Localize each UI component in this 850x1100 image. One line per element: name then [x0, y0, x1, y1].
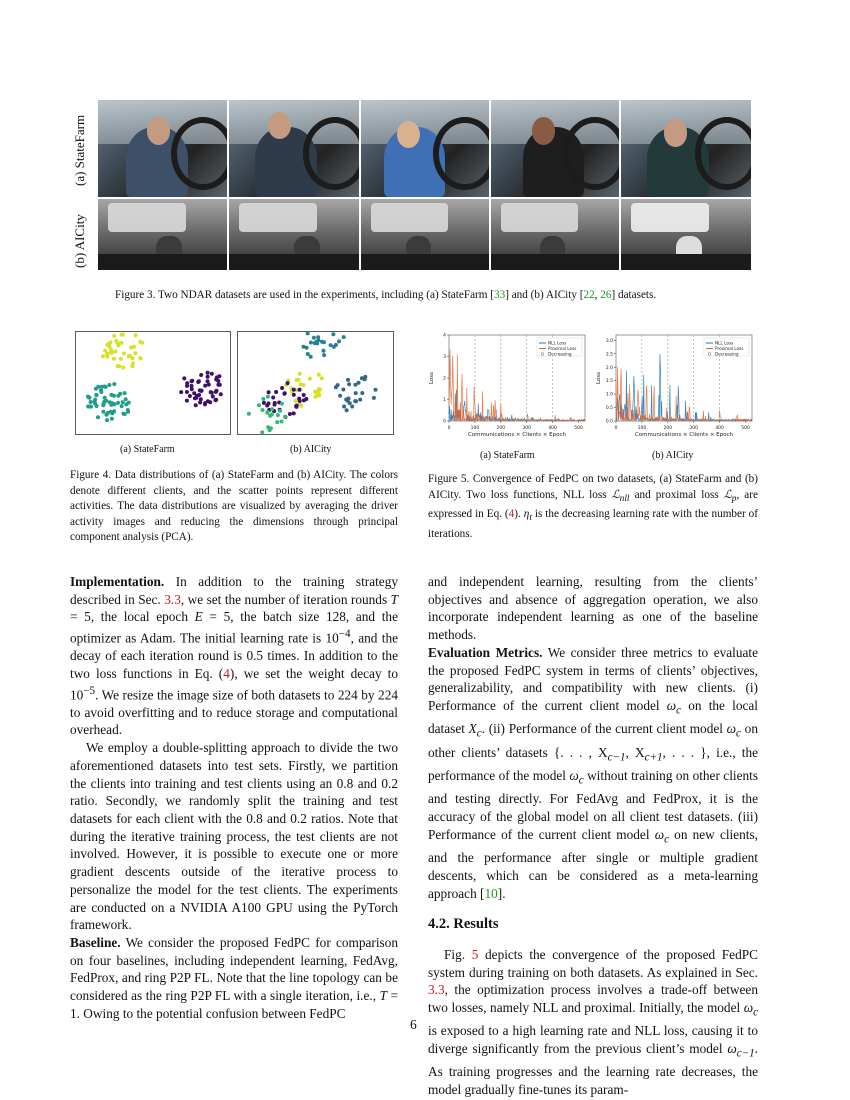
y-tick-label: 4	[443, 333, 446, 339]
aicity-photo-5	[621, 199, 751, 270]
fig4-scatter-aicity	[237, 331, 394, 435]
scatter-point	[274, 390, 278, 394]
scatter-point	[131, 356, 135, 360]
scatter-point	[185, 384, 189, 388]
scatter-point	[374, 388, 378, 392]
scatter-point	[331, 332, 335, 336]
scatter-point	[139, 357, 143, 361]
scatter-point	[190, 379, 194, 383]
scatter-point	[109, 349, 113, 353]
scatter-point	[122, 352, 126, 356]
scatter-point	[188, 394, 192, 398]
scatter-point	[261, 408, 265, 412]
y-tick-label: 1	[443, 398, 446, 403]
y-tick-label: 0	[443, 419, 446, 425]
right-column	[428, 573, 758, 1099]
scatter-point	[182, 376, 186, 380]
scatter-point	[109, 393, 113, 397]
results-paragraph: Fig. 5 depicts the convergence of the proposed FedPC system during training on both datasets. As explained in Sec. 3.3, the optimization process involves a trade-off between two losses, namely NLL and proximal. Initially, the model $\omega_c$ is exposed to a high learning rate and NLL loss, causing it to diverge significantly from the previous client’s model $\omega_{c-1}$. As training progresses and the learning rate decreases, the model gradually fine-tunes its param-	[428, 946, 758, 1098]
statefarm-photo-3	[361, 100, 489, 197]
fig3-row-label-statefarm: (a) StateFarm	[72, 114, 87, 186]
scatter-point	[322, 349, 326, 353]
scatter-point	[346, 399, 350, 403]
scatter-point	[101, 410, 105, 414]
x-tick-label: 200	[663, 426, 673, 431]
ref-sec-3-3-b[interactable]: 3.3	[428, 982, 445, 998]
scatter-point	[320, 376, 324, 380]
aicity-photo-4	[491, 199, 619, 270]
x-tick-label: 100	[470, 426, 480, 431]
x-tick-label: 300	[522, 426, 532, 431]
statefarm-photo-4	[491, 100, 619, 197]
x-axis-label: Communications × Clients × Epoch	[634, 432, 734, 438]
x-axis-label: Communications × Clients × Epoch	[467, 432, 567, 438]
page-number: 6	[410, 1017, 417, 1032]
scatter-point	[105, 418, 109, 422]
implementation-paragraph: Implementation. In addition to the training strategy described in Sec. 3.3, we set the number of iteration rounds T = 5, the local epoch E = 5, the batch size 128, and the optimizer as Adam. The initial learning rate is $10^{-4}$, and the decay of each iteration round is 0.5 times. In addition to the two loss functions in Eq. (4), we set the weight decay to $10^{-5}$. We resize the image size of both datasets to 224 by 224 to avoid overfitting and to reduce storage and computational overhead.	[70, 574, 399, 738]
scatter-point	[315, 340, 319, 344]
scatter-point	[342, 405, 346, 409]
scatter-point	[214, 398, 218, 402]
scatter-point	[197, 379, 201, 383]
scatter-point	[120, 333, 124, 337]
scatter-point	[353, 383, 357, 387]
fig4-caption: Figure 4. Data distributions of (a) StateFarm and (b) AICity. The colors denote different clients, and the scatter points represent different activities. The data distributions are visualized by averaging the driver activity images and reducing the dimensions through principal component analysis (PCA).	[70, 469, 398, 543]
fig5-ref-eq4[interactable]: 4	[508, 508, 515, 521]
scatter-point	[283, 415, 287, 419]
scatter-point	[294, 399, 298, 403]
scatter-point	[354, 391, 358, 395]
scatter-point	[117, 364, 121, 368]
scatter-point	[95, 404, 99, 408]
left-column	[70, 573, 398, 1022]
scatter-point	[217, 374, 221, 378]
scatter-point	[350, 405, 354, 409]
scatter-point	[208, 400, 212, 404]
fig5-sub-b: (b) AICity	[652, 450, 694, 461]
scatter-point	[106, 352, 110, 356]
x-tick-label: 100	[637, 426, 647, 431]
y-tick-label: 2.5	[605, 352, 613, 358]
scatter-point	[96, 415, 100, 419]
scatter-point	[185, 399, 189, 403]
scatter-point	[119, 341, 123, 345]
scatter-point	[317, 394, 321, 398]
scatter-point	[309, 341, 313, 345]
y-tick-label: 0.5	[605, 406, 613, 412]
ref-10[interactable]: 10	[484, 885, 498, 901]
y-tick-label: 0.0	[605, 419, 613, 425]
scatter-point	[360, 391, 364, 395]
scatter-point	[275, 420, 279, 424]
x-tick-label: 0	[614, 426, 618, 431]
statefarm-photo-2	[229, 100, 359, 197]
fig4-sub-b: (b) AICity	[290, 444, 332, 455]
x-tick-label: 400	[548, 426, 557, 431]
ref-eq-4[interactable]: 4	[223, 665, 230, 681]
scatter-point	[295, 404, 299, 408]
scatter-point	[113, 350, 117, 354]
legend-label: Proximal Loss	[548, 346, 577, 351]
scatter-point	[265, 404, 269, 408]
section-heading-results: 4.2. Results	[428, 916, 499, 933]
scatter-point	[292, 411, 296, 415]
scatter-point	[126, 408, 130, 412]
scatter-point	[124, 402, 128, 406]
scatter-point	[210, 391, 214, 395]
scatter-point	[211, 395, 215, 399]
x-tick-label: 300	[689, 426, 699, 431]
fig5-sub-a: (a) StateFarm	[480, 450, 535, 461]
scatter-point	[198, 388, 202, 392]
scatter-point	[134, 333, 138, 337]
scatter-point	[194, 396, 198, 400]
scatter-point	[123, 412, 127, 416]
scatter-point	[110, 417, 114, 421]
fig3-row-label-aicity: (b) AICity	[72, 214, 87, 268]
scatter-point	[215, 389, 219, 393]
scatter-point	[134, 351, 138, 355]
x-tick-label: 500	[741, 426, 750, 431]
scatter-point	[271, 396, 275, 400]
statefarm-photo-5	[621, 100, 751, 197]
scatter-point	[104, 385, 108, 389]
ref-fig-5[interactable]: 5	[471, 946, 479, 962]
scatter-point	[124, 397, 128, 401]
scatter-point	[306, 331, 310, 335]
scatter-point	[203, 401, 207, 405]
scatter-point	[306, 352, 310, 356]
scatter-point	[302, 393, 306, 397]
scatter-point	[127, 355, 131, 359]
aicity-photo-3	[361, 199, 489, 270]
legend-label: NLL Loss	[715, 340, 734, 346]
scatter-point	[342, 335, 346, 339]
scatter-point	[266, 395, 270, 399]
scatter-point	[288, 412, 292, 416]
scatter-point	[103, 396, 107, 400]
scatter-point	[206, 379, 210, 383]
scatter-point	[112, 402, 116, 406]
baseline-paragraph: Baseline. We consider the proposed FedPC for comparison on four baselines, including independent learning, FedAvg, FedProx, and ring P2P FL. Note that the line topology can be considered as the ring P2P FL with a single iteration, i.e., T = 1. Owing to the potential confusion between FedPC	[70, 934, 399, 1021]
scatter-point	[304, 397, 308, 401]
scatter-point	[313, 390, 317, 394]
fig4-sub-a: (a) StateFarm	[120, 444, 175, 455]
x-tick-label: 0	[447, 426, 451, 431]
scatter-point	[119, 357, 123, 361]
scatter-point	[206, 371, 210, 375]
scatter-point	[123, 391, 127, 395]
scatter-point	[216, 379, 220, 383]
x-tick-label: 500	[574, 426, 583, 431]
scatter-point	[305, 346, 309, 350]
scatter-point	[94, 393, 98, 397]
scatter-point	[260, 430, 264, 434]
fig5-loss-chart-aicity	[594, 331, 758, 443]
scatter-point	[312, 336, 316, 340]
scatter-point	[309, 355, 313, 359]
y-tick-label: 1.5	[605, 379, 613, 385]
scatter-point	[280, 420, 284, 424]
scatter-point	[93, 400, 97, 404]
scatter-point	[292, 388, 296, 392]
scatter-point	[322, 353, 326, 357]
scatter-point	[278, 409, 282, 413]
scatter-point	[353, 399, 357, 403]
scatter-point	[116, 401, 120, 405]
scatter-point	[121, 366, 125, 370]
scatter-point	[206, 375, 210, 379]
scatter-point	[363, 377, 367, 381]
scatter-point	[295, 378, 299, 382]
independent-learning-paragraph: and independent learning, resulting from the clients’ objectives and absence of aggregation operation, we also incorporate independent learning as one of the baseline methods.	[428, 574, 758, 643]
scatter-point	[120, 404, 124, 408]
scatter-point	[298, 399, 302, 403]
legend-label: NLL Loss	[548, 340, 567, 346]
scatter-point	[346, 378, 350, 382]
scatter-point	[108, 400, 112, 404]
scatter-point	[198, 401, 202, 405]
scatter-point	[112, 382, 116, 386]
fig5-caption: Figure 5. Convergence of FedPC on two datasets, (a) StateFarm and (b) AICity. Two loss functions, NLL loss ℒ$_{nll}$ and proximal loss ℒ$_p$, are expressed in Eq. (4). $\eta_t$ is the decreasing learning rate with the number of iterations.	[428, 473, 759, 540]
legend-label: Proximal Loss	[715, 346, 744, 351]
y-tick-label: 2	[443, 376, 446, 382]
scatter-point	[101, 354, 105, 358]
aicity-photo-2	[229, 199, 359, 270]
y-tick-label: 2.0	[605, 365, 613, 371]
scatter-point	[280, 402, 284, 406]
scatter-point	[185, 390, 189, 394]
scatter-point	[131, 361, 135, 365]
scatter-point	[298, 388, 302, 392]
scatter-point	[219, 392, 223, 396]
scatter-point	[266, 410, 270, 414]
scatter-point	[199, 373, 203, 377]
fig5-loss-chart-statefarm	[427, 331, 591, 443]
scatter-point	[338, 394, 342, 398]
scatter-point	[207, 383, 211, 387]
scatter-point	[292, 393, 296, 397]
scatter-point	[332, 345, 336, 349]
scatter-point	[270, 407, 274, 411]
statefarm-photo-1	[98, 100, 227, 197]
legend-label: Decreasing	[715, 351, 739, 357]
scatter-point	[179, 390, 183, 394]
scatter-point	[106, 411, 110, 415]
y-tick-label: 1.0	[605, 392, 613, 398]
scatter-point	[273, 403, 277, 407]
fig3-ref-22[interactable]: 22	[583, 289, 595, 301]
scatter-point	[86, 405, 90, 409]
scatter-point	[247, 412, 251, 416]
scatter-point	[112, 409, 116, 413]
scatter-point	[102, 402, 106, 406]
fig3-ref-26[interactable]: 26	[600, 289, 612, 301]
scatter-point	[99, 390, 103, 394]
y-tick-label: 3.0	[605, 338, 613, 344]
scatter-point	[190, 384, 194, 388]
scatter-point	[341, 388, 345, 392]
scatter-point	[210, 372, 214, 376]
scatter-point	[280, 386, 284, 390]
scatter-point	[298, 372, 302, 376]
scatter-point	[86, 395, 90, 399]
y-axis-label: Loss	[596, 371, 602, 385]
scatter-point	[299, 382, 303, 386]
scatter-point	[262, 401, 266, 405]
scatter-point	[132, 345, 136, 349]
y-axis-label: Loss	[429, 371, 435, 385]
legend-label: Decreasing	[548, 351, 572, 357]
scatter-point	[322, 340, 326, 344]
scatter-point	[194, 403, 198, 407]
scatter-point	[203, 384, 207, 388]
scatter-point	[121, 400, 125, 404]
scatter-point	[372, 396, 376, 400]
scatter-point	[283, 391, 287, 395]
evaluation-paragraph: Evaluation Metrics. We consider three metrics to evaluate the proposed FedPC system in terms of clients’ objectives, generalizability, and compatibility with new clients. (i) Performance of the current client model $\omega_c$ on the local dataset $X_c$. (ii) Performance of the current client model $\omega_c$ on other clients’ datasets {. . . , $X_{c-1}$, $X_{c+1}$, . . . }, i.e., the performance of the model $\omega_c$ without training on other clients and testing directly. For FedAvg and FedProx, it is the accuracy of the global model on all client test datasets. (iii) Performance of the current client model $\omega_c$ on new clients, and the performance after single or multiple gradient descents, which can be considered as a meta-learning approach [10].	[428, 644, 758, 901]
scatter-point	[108, 345, 112, 349]
scatter-point	[266, 425, 270, 429]
x-tick-label: 400	[715, 426, 724, 431]
y-tick-label: 3	[443, 355, 446, 360]
scatter-point	[218, 383, 222, 387]
splitting-paragraph: We employ a double-splitting approach to divide the two aforementioned datasets into test sets. Firstly, we partition the clients into training and test clients using an 0.8 and 0.2 ratio. Secondly, we randomly split the training and test datasets for each client with the 0.8 and 0.2 ratios. Note that during the iterative training process, the test clients are not involved. However, it is possible to execute one or more gradient descents outside of the iterative process to personalize the model for the test clients. The experiments are conducted on a NVIDIA A100 GPU using the PyTorch framework.	[70, 740, 398, 933]
scatter-point	[316, 335, 320, 339]
scatter-point	[109, 341, 113, 345]
scatter-point	[337, 339, 341, 343]
scatter-point	[107, 383, 111, 387]
scatter-point	[308, 377, 312, 381]
ref-sec-3-3[interactable]: 3.3	[164, 591, 181, 607]
scatter-point	[112, 334, 116, 338]
scatter-point	[138, 340, 142, 344]
scatter-point	[114, 339, 118, 343]
aicity-photo-1	[98, 199, 227, 270]
scatter-point	[358, 398, 362, 402]
scatter-frame	[238, 332, 394, 435]
scatter-point	[317, 373, 321, 377]
scatter-point	[94, 387, 98, 391]
scatter-point	[267, 390, 271, 394]
scatter-point	[257, 403, 261, 407]
fig3-caption: Figure 3. Two NDAR datasets are used in the experiments, including (a) StateFarm [33] and (b) AICity [22, 26] datasets.	[115, 289, 657, 301]
scatter-point	[347, 382, 351, 386]
scatter-point	[276, 413, 280, 417]
scatter-point	[89, 400, 93, 404]
scatter-point	[334, 385, 338, 389]
fig3-ref-33[interactable]: 33	[494, 289, 506, 301]
scatter-point	[286, 381, 290, 385]
scatter-point	[261, 397, 265, 401]
scatter-point	[270, 413, 274, 417]
fig4-scatter-statefarm	[75, 331, 231, 435]
scatter-point	[345, 408, 349, 412]
x-tick-label: 200	[496, 426, 506, 431]
scatter-point	[112, 357, 116, 361]
scatter-point	[118, 392, 122, 396]
